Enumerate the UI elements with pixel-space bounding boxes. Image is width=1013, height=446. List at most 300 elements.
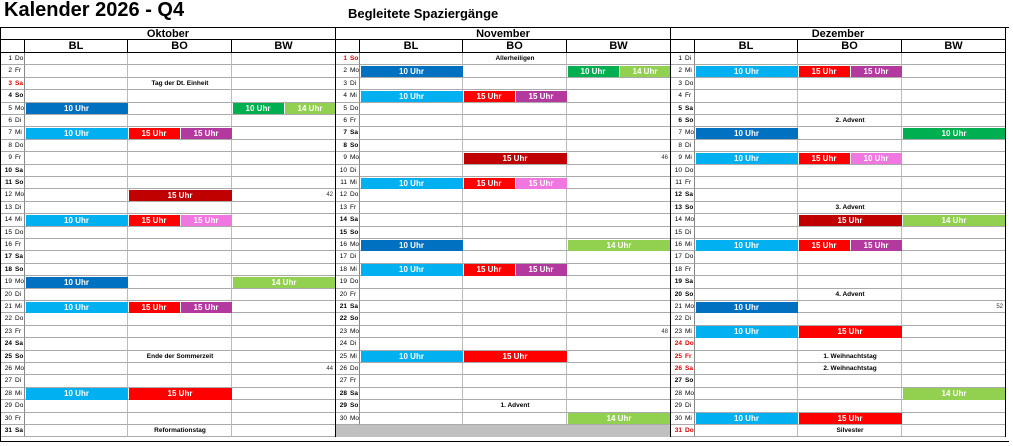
day-cell-bo[interactable] bbox=[798, 189, 902, 201]
day-cell-bo[interactable] bbox=[463, 375, 567, 387]
day-cell-bw[interactable] bbox=[902, 251, 1006, 263]
day-cell-bw[interactable] bbox=[902, 413, 1006, 425]
day-cell-bl[interactable] bbox=[360, 202, 463, 214]
day-cell-bo[interactable] bbox=[128, 413, 232, 425]
day-cell-bw[interactable] bbox=[232, 65, 336, 77]
day-cell-bo[interactable] bbox=[798, 264, 902, 276]
day-cell-bw[interactable] bbox=[567, 363, 671, 375]
day-number: 25 bbox=[339, 352, 347, 360]
day-cell-bw[interactable] bbox=[232, 425, 336, 437]
day-cell-bl[interactable] bbox=[25, 115, 128, 127]
day-cell-bo[interactable] bbox=[798, 338, 902, 350]
walk-slot-bw[interactable]: 14 Uhr bbox=[903, 388, 1006, 399]
day-cell-bo[interactable] bbox=[128, 276, 232, 288]
day-label bbox=[336, 326, 360, 338]
day-cell-bl[interactable] bbox=[360, 165, 463, 177]
day-cell-bw[interactable] bbox=[567, 90, 671, 102]
day-cell-bw[interactable] bbox=[567, 301, 671, 313]
walk-slot-bw[interactable]: 10 Uhr bbox=[903, 128, 1006, 139]
day-cell-bo[interactable] bbox=[798, 177, 902, 189]
day-cell-bw[interactable] bbox=[232, 313, 336, 325]
day-cell-bo[interactable] bbox=[463, 78, 567, 90]
weekday-label: Di bbox=[15, 290, 22, 298]
day-cell-bw[interactable] bbox=[567, 388, 671, 400]
day-cell-bw[interactable] bbox=[902, 227, 1006, 239]
day-cell-bw[interactable] bbox=[567, 177, 671, 189]
day-cell-bo[interactable] bbox=[128, 227, 232, 239]
day-cell-bw[interactable] bbox=[902, 313, 1006, 325]
day-number: 18 bbox=[674, 265, 682, 273]
day-cell-bw[interactable] bbox=[232, 413, 336, 425]
walk-slot-bo[interactable]: 15 Uhr bbox=[851, 66, 902, 77]
weekday-label: Do bbox=[685, 427, 694, 434]
day-cell-bo[interactable] bbox=[128, 103, 232, 115]
day-cell-bl[interactable] bbox=[360, 388, 463, 400]
walk-slot-bl[interactable]: 10 Uhr bbox=[361, 66, 463, 77]
day-cell-bl[interactable] bbox=[695, 400, 798, 412]
day-cell-bo[interactable] bbox=[463, 214, 567, 226]
walk-slot-bo[interactable]: 10 Uhr bbox=[851, 153, 902, 164]
day-cell-bw[interactable] bbox=[232, 202, 336, 214]
day-cell-bl[interactable] bbox=[695, 375, 798, 387]
day-cell-bw[interactable] bbox=[567, 202, 671, 214]
day-number: 8 bbox=[343, 141, 347, 149]
walk-slot-bl[interactable]: 10 Uhr bbox=[361, 178, 463, 189]
day-cell-bo[interactable] bbox=[128, 338, 232, 350]
column-header-bw: BW bbox=[232, 40, 336, 53]
day-label bbox=[336, 115, 360, 127]
walk-slot-bo[interactable]: 15 Uhr bbox=[464, 351, 567, 362]
day-cell-bw[interactable] bbox=[902, 326, 1006, 338]
walk-slot-bl[interactable]: 10 Uhr bbox=[696, 153, 798, 164]
day-cell-bo[interactable] bbox=[798, 388, 902, 400]
day-cell-bw[interactable] bbox=[902, 177, 1006, 189]
day-cell-bl[interactable] bbox=[360, 313, 463, 325]
day-cell-bo[interactable] bbox=[463, 115, 567, 127]
day-cell-bl[interactable] bbox=[695, 338, 798, 350]
day-cell-bl[interactable] bbox=[25, 78, 128, 90]
day-cell-bw[interactable] bbox=[902, 90, 1006, 102]
day-cell-bw[interactable] bbox=[232, 115, 336, 127]
walk-slot-bl[interactable]: 10 Uhr bbox=[696, 302, 798, 313]
day-cell-bl[interactable] bbox=[25, 189, 128, 201]
holiday-note: 3. Advent bbox=[835, 203, 865, 211]
day-cell-bw[interactable] bbox=[567, 127, 671, 139]
walk-slot-bo[interactable]: 15 Uhr bbox=[799, 215, 902, 226]
day-cell-bo[interactable] bbox=[128, 400, 232, 412]
walk-slot-bo[interactable]: 15 Uhr bbox=[799, 413, 902, 424]
day-cell-bw[interactable] bbox=[232, 264, 336, 276]
day-cell-bw[interactable] bbox=[232, 78, 336, 90]
day-cell-bo[interactable] bbox=[463, 313, 567, 325]
walk-slot-bw[interactable]: 10 Uhr bbox=[568, 66, 619, 77]
day-cell-bw[interactable] bbox=[902, 189, 1006, 201]
day-cell-bl[interactable] bbox=[695, 227, 798, 239]
walk-slot-bw[interactable]: 14 Uhr bbox=[568, 413, 671, 424]
walk-slot-bw[interactable]: 14 Uhr bbox=[568, 240, 671, 251]
day-cell-bw[interactable] bbox=[232, 239, 336, 251]
day-cell-bl[interactable] bbox=[25, 177, 128, 189]
day-cell-bl[interactable] bbox=[360, 338, 463, 350]
day-cell-bw[interactable] bbox=[902, 65, 1006, 77]
walk-slot-bo[interactable]: 15 Uhr bbox=[516, 91, 567, 102]
walk-slot-bl[interactable]: 10 Uhr bbox=[26, 277, 128, 288]
day-cell-bo[interactable] bbox=[798, 227, 902, 239]
walk-slot-bl[interactable]: 10 Uhr bbox=[26, 103, 128, 114]
walk-slot-bo[interactable]: 15 Uhr bbox=[181, 302, 232, 313]
walk-slot-bo[interactable]: 15 Uhr bbox=[799, 153, 850, 164]
day-cell-bl[interactable] bbox=[360, 227, 463, 239]
day-cell-bl[interactable] bbox=[360, 413, 463, 425]
day-cell-bw[interactable] bbox=[567, 115, 671, 127]
walk-slot-bl[interactable]: 10 Uhr bbox=[361, 264, 463, 275]
day-cell-bl[interactable] bbox=[25, 152, 128, 164]
day-cell-bl[interactable] bbox=[695, 189, 798, 201]
day-cell-bw[interactable] bbox=[567, 165, 671, 177]
day-cell-bw[interactable] bbox=[232, 177, 336, 189]
day-cell-bo[interactable] bbox=[463, 65, 567, 77]
day-cell-bw[interactable] bbox=[567, 214, 671, 226]
holiday-note: Ende der Sommerzeit bbox=[146, 352, 214, 360]
day-cell-bo[interactable] bbox=[463, 239, 567, 251]
day-cell-bo[interactable] bbox=[798, 276, 902, 288]
walk-slot-bo[interactable]: 15 Uhr bbox=[129, 215, 180, 226]
day-cell-bw[interactable] bbox=[232, 400, 336, 412]
day-cell-bl[interactable] bbox=[25, 289, 128, 301]
day-cell-bl[interactable] bbox=[695, 53, 798, 65]
day-cell-bo[interactable] bbox=[463, 413, 567, 425]
walk-slot-bo[interactable]: 15 Uhr bbox=[464, 178, 515, 189]
day-cell-bw[interactable] bbox=[902, 165, 1006, 177]
day-cell-bl[interactable] bbox=[25, 239, 128, 251]
day-cell-bw[interactable] bbox=[232, 301, 336, 313]
day-cell-bl[interactable] bbox=[360, 400, 463, 412]
day-cell-bo[interactable] bbox=[463, 227, 567, 239]
weekday-label: So bbox=[685, 203, 694, 211]
day-number: 11 bbox=[675, 179, 682, 186]
day-cell-bo[interactable] bbox=[798, 90, 902, 102]
day-cell-bo[interactable] bbox=[463, 326, 567, 338]
day-cell-bo[interactable] bbox=[128, 326, 232, 338]
day-cell-bl[interactable] bbox=[25, 90, 128, 102]
day-cell-bw[interactable] bbox=[232, 152, 336, 164]
day-cell-bw[interactable] bbox=[567, 264, 671, 276]
day-cell-bl[interactable] bbox=[360, 78, 463, 90]
day-cell-bw[interactable] bbox=[902, 53, 1006, 65]
day-cell-bl[interactable] bbox=[25, 202, 128, 214]
walk-slot-bl[interactable]: 10 Uhr bbox=[361, 351, 463, 362]
walk-slot-bo[interactable]: 15 Uhr bbox=[181, 128, 232, 139]
walk-slot-bo[interactable]: 15 Uhr bbox=[129, 190, 232, 201]
day-cell-bw[interactable] bbox=[567, 276, 671, 288]
day-cell-bw[interactable] bbox=[902, 351, 1006, 363]
day-cell-bo[interactable] bbox=[463, 289, 567, 301]
day-cell-bw[interactable] bbox=[232, 251, 336, 263]
day-cell-bo[interactable] bbox=[463, 140, 567, 152]
day-cell-bl[interactable] bbox=[360, 103, 463, 115]
day-cell-bo[interactable] bbox=[128, 90, 232, 102]
walk-slot-bo[interactable]: 15 Uhr bbox=[464, 264, 515, 275]
walk-slot-bo[interactable]: 15 Uhr bbox=[464, 153, 567, 164]
day-cell-bw[interactable] bbox=[567, 103, 671, 115]
day-cell-bl[interactable] bbox=[25, 326, 128, 338]
day-cell-bl[interactable] bbox=[695, 165, 798, 177]
day-cell-bo[interactable] bbox=[463, 338, 567, 350]
day-cell-bo[interactable] bbox=[128, 53, 232, 65]
walk-slot-bo[interactable]: 15 Uhr bbox=[129, 302, 180, 313]
day-cell-bo[interactable] bbox=[128, 375, 232, 387]
day-cell-bo[interactable] bbox=[128, 177, 232, 189]
day-cell-bo[interactable] bbox=[463, 251, 567, 263]
day-cell-bw[interactable] bbox=[567, 375, 671, 387]
day-cell-bo[interactable] bbox=[128, 313, 232, 325]
day-cell-bl[interactable] bbox=[25, 53, 128, 65]
walk-slot-bo[interactable]: 15 Uhr bbox=[799, 66, 850, 77]
walk-slot-bl[interactable]: 10 Uhr bbox=[696, 128, 798, 139]
walk-slot-bl[interactable]: 10 Uhr bbox=[26, 302, 128, 313]
day-cell-bl[interactable] bbox=[695, 214, 798, 226]
day-cell-bl[interactable] bbox=[695, 202, 798, 214]
day-number: 6 bbox=[343, 117, 347, 124]
day-cell-bl[interactable] bbox=[25, 251, 128, 263]
day-cell-bl[interactable] bbox=[360, 276, 463, 288]
day-cell-bl[interactable] bbox=[25, 140, 128, 152]
day-cell-bo[interactable] bbox=[798, 165, 902, 177]
day-cell-bl[interactable] bbox=[695, 140, 798, 152]
day-cell-bw[interactable] bbox=[567, 53, 671, 65]
day-cell-bo[interactable] bbox=[798, 313, 902, 325]
day-cell-bw[interactable] bbox=[232, 375, 336, 387]
day-cell-bl[interactable] bbox=[360, 53, 463, 65]
day-cell-bl[interactable] bbox=[695, 103, 798, 115]
day-cell-bw[interactable] bbox=[902, 202, 1006, 214]
walk-slot-bl[interactable]: 10 Uhr bbox=[26, 215, 128, 226]
day-number: 25 bbox=[4, 352, 12, 360]
weekday-label: So bbox=[15, 352, 24, 360]
day-cell-bw[interactable] bbox=[232, 53, 336, 65]
day-cell-bo[interactable] bbox=[128, 251, 232, 263]
walk-slot-bl[interactable]: 10 Uhr bbox=[696, 240, 798, 251]
day-cell-bw[interactable] bbox=[902, 375, 1006, 387]
day-cell-bw[interactable] bbox=[567, 400, 671, 412]
day-cell-bl[interactable] bbox=[360, 140, 463, 152]
day-cell-bl[interactable] bbox=[25, 400, 128, 412]
day-cell-bw[interactable] bbox=[567, 189, 671, 201]
day-cell-bw[interactable] bbox=[902, 338, 1006, 350]
day-cell-bo[interactable] bbox=[463, 189, 567, 201]
walk-slot-bo[interactable]: 15 Uhr bbox=[516, 264, 567, 275]
day-cell-bw[interactable] bbox=[232, 289, 336, 301]
day-cell-bl[interactable] bbox=[360, 301, 463, 313]
day-cell-bo[interactable] bbox=[128, 65, 232, 77]
day-cell-bl[interactable] bbox=[695, 351, 798, 363]
walk-slot-bo[interactable]: 15 Uhr bbox=[851, 240, 902, 251]
day-cell-bw[interactable] bbox=[232, 127, 336, 139]
day-cell-bl[interactable] bbox=[695, 251, 798, 263]
day-cell-bw[interactable] bbox=[232, 388, 336, 400]
day-label bbox=[1, 400, 25, 412]
walk-slot-bo[interactable]: 15 Uhr bbox=[516, 178, 567, 189]
walk-slot-bo[interactable]: 15 Uhr bbox=[129, 128, 180, 139]
walk-slot-bo[interactable]: 15 Uhr bbox=[464, 91, 515, 102]
day-cell-bo[interactable] bbox=[463, 301, 567, 313]
walk-slot-bl[interactable]: 10 Uhr bbox=[361, 240, 463, 251]
day-cell-bo[interactable] bbox=[128, 152, 232, 164]
holiday-note: 2. Advent bbox=[835, 117, 865, 124]
day-cell-bw[interactable] bbox=[232, 214, 336, 226]
day-cell-bl[interactable] bbox=[360, 115, 463, 127]
day-cell-bl[interactable] bbox=[695, 264, 798, 276]
holiday-note: Reformationstag bbox=[154, 427, 206, 434]
day-cell-bl[interactable] bbox=[695, 276, 798, 288]
day-cell-bo[interactable] bbox=[128, 165, 232, 177]
day-cell-bw[interactable] bbox=[902, 103, 1006, 115]
day-cell-bl[interactable] bbox=[25, 264, 128, 276]
day-cell-bo[interactable] bbox=[798, 140, 902, 152]
day-cell-bw[interactable] bbox=[567, 289, 671, 301]
day-number: 9 bbox=[8, 154, 12, 162]
day-cell-bo[interactable] bbox=[798, 400, 902, 412]
day-number: 19 bbox=[339, 278, 347, 286]
day-cell-bo[interactable] bbox=[463, 388, 567, 400]
day-cell-bl[interactable] bbox=[25, 65, 128, 77]
day-cell-bl[interactable] bbox=[25, 313, 128, 325]
walk-slot-bo[interactable]: 15 Uhr bbox=[129, 388, 232, 399]
day-cell-bl[interactable] bbox=[695, 177, 798, 189]
walk-slot-bl[interactable]: 10 Uhr bbox=[26, 128, 128, 139]
day-cell-bl[interactable] bbox=[360, 363, 463, 375]
walk-slot-bw[interactable]: 14 Uhr bbox=[903, 215, 1006, 226]
day-cell-bo[interactable] bbox=[128, 239, 232, 251]
day-cell-bl[interactable] bbox=[360, 326, 463, 338]
day-cell-bw[interactable] bbox=[567, 313, 671, 325]
day-cell-bo[interactable] bbox=[128, 289, 232, 301]
weekday-label: Mo bbox=[350, 241, 360, 248]
day-cell-bl[interactable] bbox=[360, 289, 463, 301]
day-cell-bo[interactable] bbox=[463, 165, 567, 177]
day-cell-bo[interactable] bbox=[128, 264, 232, 276]
day-cell-bw[interactable] bbox=[567, 78, 671, 90]
day-label bbox=[336, 388, 360, 400]
column-header-bo: BO bbox=[128, 40, 232, 53]
day-cell-bw[interactable] bbox=[902, 115, 1006, 127]
day-cell-bw[interactable] bbox=[567, 351, 671, 363]
day-cell-bw[interactable] bbox=[902, 140, 1006, 152]
day-cell-bl[interactable] bbox=[360, 152, 463, 164]
day-cell-bw[interactable] bbox=[232, 140, 336, 152]
walk-slot-bl[interactable]: 10 Uhr bbox=[696, 66, 798, 77]
day-cell-bl[interactable] bbox=[695, 78, 798, 90]
day-cell-bl[interactable] bbox=[25, 165, 128, 177]
day-cell-bl[interactable] bbox=[360, 251, 463, 263]
day-cell-bw[interactable] bbox=[232, 90, 336, 102]
day-cell-bl[interactable] bbox=[25, 413, 128, 425]
walk-slot-bw[interactable]: 14 Uhr bbox=[620, 66, 671, 77]
day-cell-bl[interactable] bbox=[360, 214, 463, 226]
day-cell-bl[interactable] bbox=[360, 375, 463, 387]
day-cell-bl[interactable] bbox=[360, 127, 463, 139]
day-cell-bo[interactable] bbox=[798, 53, 902, 65]
day-label bbox=[1, 251, 25, 263]
day-cell-bw[interactable] bbox=[232, 165, 336, 177]
day-cell-bo[interactable] bbox=[798, 78, 902, 90]
day-cell-bw[interactable] bbox=[902, 239, 1006, 251]
walk-slot-bo[interactable]: 15 Uhr bbox=[799, 326, 902, 337]
day-label bbox=[336, 301, 360, 313]
day-cell-bw[interactable] bbox=[902, 78, 1006, 90]
day-label bbox=[1, 90, 25, 102]
day-cell-bo[interactable] bbox=[798, 103, 902, 115]
day-cell-bl[interactable] bbox=[695, 363, 798, 375]
day-cell-bo[interactable] bbox=[463, 363, 567, 375]
day-cell-bo[interactable] bbox=[128, 363, 232, 375]
day-cell-bo[interactable] bbox=[798, 127, 902, 139]
day-cell-bl[interactable] bbox=[695, 115, 798, 127]
day-cell-bo[interactable] bbox=[128, 115, 232, 127]
day-cell-bw[interactable] bbox=[232, 227, 336, 239]
day-cell-bw[interactable] bbox=[567, 338, 671, 350]
day-cell-bw[interactable] bbox=[902, 425, 1006, 437]
day-cell-bw[interactable] bbox=[902, 289, 1006, 301]
day-cell-bl[interactable] bbox=[25, 363, 128, 375]
day-cell-bl[interactable] bbox=[25, 227, 128, 239]
weekday-label: Fr bbox=[15, 414, 22, 422]
walk-slot-bl[interactable]: 10 Uhr bbox=[361, 91, 463, 102]
day-cell-bo[interactable] bbox=[463, 202, 567, 214]
day-cell-bw[interactable] bbox=[902, 276, 1006, 288]
day-cell-bo[interactable] bbox=[798, 375, 902, 387]
day-cell-bo[interactable] bbox=[798, 301, 902, 313]
day-cell-bl[interactable] bbox=[695, 90, 798, 102]
walk-slot-bw[interactable]: 14 Uhr bbox=[285, 103, 336, 114]
day-cell-bw[interactable] bbox=[902, 264, 1006, 276]
day-cell-bo[interactable] bbox=[128, 140, 232, 152]
walk-slot-bo[interactable]: 15 Uhr bbox=[181, 215, 232, 226]
walk-slot-bl[interactable]: 10 Uhr bbox=[696, 326, 798, 337]
day-cell-bw[interactable] bbox=[902, 152, 1006, 164]
day-cell-bl[interactable] bbox=[695, 313, 798, 325]
day-cell-bl[interactable] bbox=[25, 351, 128, 363]
day-cell-bl[interactable] bbox=[360, 189, 463, 201]
day-cell-bw[interactable] bbox=[567, 227, 671, 239]
day-cell-bo[interactable] bbox=[463, 276, 567, 288]
day-cell-bo[interactable] bbox=[798, 251, 902, 263]
day-cell-bl[interactable] bbox=[695, 289, 798, 301]
day-cell-bo[interactable] bbox=[463, 127, 567, 139]
day-cell-bl[interactable] bbox=[695, 388, 798, 400]
walk-slot-bl[interactable]: 10 Uhr bbox=[26, 388, 128, 399]
weekday-label: Mi bbox=[15, 216, 22, 224]
day-cell-bl[interactable] bbox=[25, 375, 128, 387]
day-cell-bl[interactable] bbox=[695, 425, 798, 437]
walk-slot-bl[interactable]: 10 Uhr bbox=[696, 413, 798, 424]
day-cell-bo[interactable] bbox=[128, 202, 232, 214]
day-cell-bw[interactable] bbox=[902, 363, 1006, 375]
day-cell-bw[interactable] bbox=[232, 338, 336, 350]
walk-slot-bw[interactable]: 14 Uhr bbox=[233, 277, 336, 288]
walk-slot-bw[interactable]: 10 Uhr bbox=[233, 103, 284, 114]
day-cell-bw[interactable] bbox=[902, 400, 1006, 412]
day-number: 10 bbox=[339, 166, 347, 174]
day-cell-bw[interactable] bbox=[567, 140, 671, 152]
day-cell-bw[interactable] bbox=[232, 351, 336, 363]
walk-slot-bo[interactable]: 15 Uhr bbox=[799, 240, 850, 251]
day-cell-bl[interactable] bbox=[25, 338, 128, 350]
day-cell-bl[interactable] bbox=[25, 425, 128, 437]
day-cell-bo[interactable] bbox=[463, 103, 567, 115]
day-cell-bw[interactable] bbox=[232, 326, 336, 338]
day-cell-bw[interactable] bbox=[567, 251, 671, 263]
